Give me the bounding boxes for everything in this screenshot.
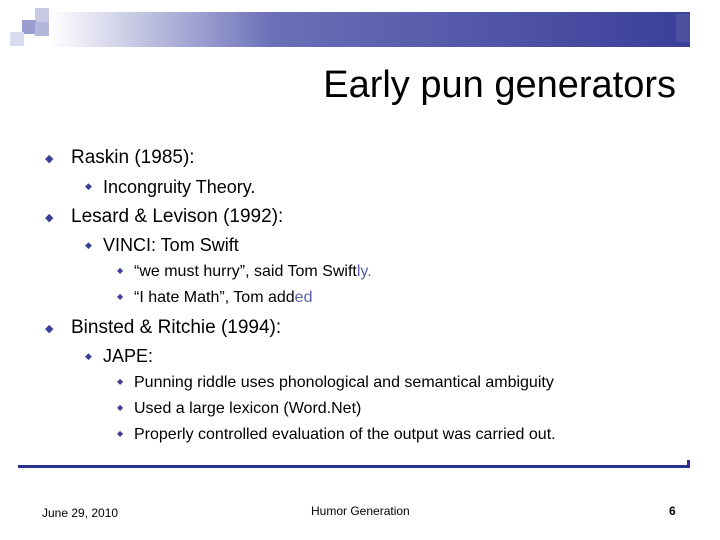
- footer-divider: [18, 465, 690, 468]
- example-1-text: “we must hurry”, said Tom Swift: [134, 263, 357, 280]
- decor-square: [35, 8, 49, 22]
- bullet-incongruity: Incongruity Theory.: [103, 177, 256, 197]
- diamond-bullet-icon: ◆: [117, 403, 124, 412]
- diamond-bullet-icon: ◆: [45, 212, 54, 224]
- bullet-binsted: Binsted & Ritchie (1994):: [71, 317, 282, 338]
- decor-square: [22, 20, 36, 34]
- bullet-jape-2: Used a large lexicon (Word.Net): [134, 400, 362, 417]
- bullet-example-2: [134, 289, 312, 307]
- example-2-text: “I hate Math”, Tom add: [134, 289, 295, 306]
- footer-date: June 29, 2010: [42, 506, 119, 520]
- diamond-bullet-icon: ◆: [117, 377, 124, 386]
- footer-topic: Humor Generation: [311, 504, 410, 518]
- slide-title: Early pun generators: [323, 64, 676, 106]
- decor-square: [676, 14, 690, 42]
- diamond-bullet-icon: ◆: [85, 181, 92, 191]
- diamond-bullet-icon: ◆: [45, 153, 54, 165]
- example-1-suffix: ly.: [356, 263, 372, 280]
- decor-square: [10, 32, 24, 46]
- header-bar: [50, 12, 690, 47]
- bullet-jape-1: Punning riddle uses phonological and semantical ambiguity: [134, 374, 554, 391]
- diamond-bullet-icon: ◆: [85, 351, 92, 361]
- bullet-lesard: Lesard & Levison (1992):: [71, 206, 284, 227]
- page-number: 6: [669, 504, 676, 518]
- bullet-raskin: Raskin (1985):: [71, 147, 195, 168]
- bullet-vinci: VINCI: Tom Swift: [103, 235, 239, 255]
- bullet-example-1: [134, 263, 372, 281]
- decor-square: [35, 22, 49, 36]
- bullet-jape: JAPE:: [103, 346, 154, 366]
- diamond-bullet-icon: ◆: [85, 240, 92, 250]
- diamond-bullet-icon: ◆: [117, 292, 124, 301]
- example-2-suffix: ed: [294, 289, 313, 306]
- diamond-bullet-icon: ◆: [117, 429, 124, 438]
- bullet-jape-3: Properly controlled evaluation of the output was carried out.: [134, 426, 556, 443]
- diamond-bullet-icon: ◆: [117, 266, 124, 275]
- diamond-bullet-icon: ◆: [45, 323, 54, 335]
